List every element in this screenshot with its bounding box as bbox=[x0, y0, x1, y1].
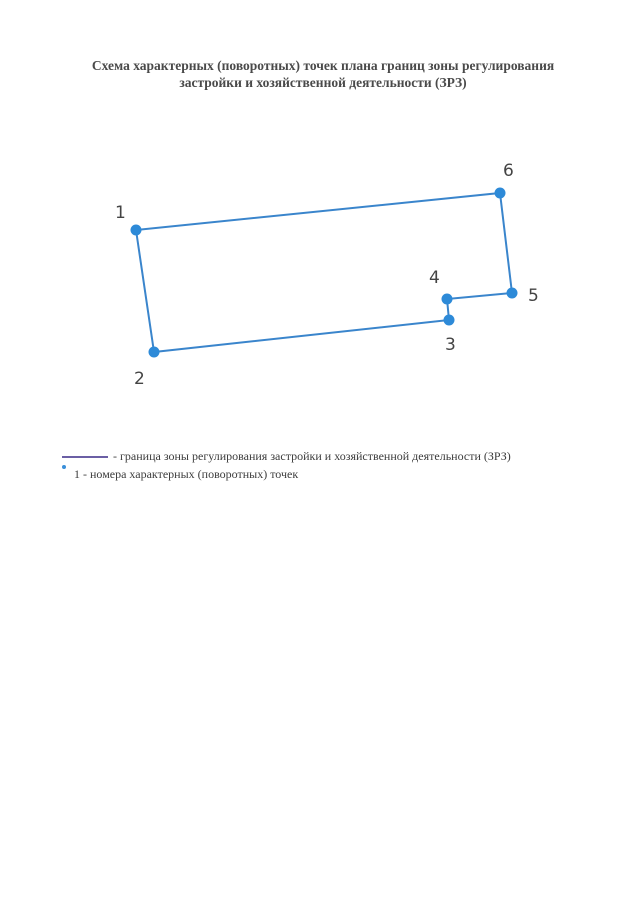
boundary-point-4 bbox=[442, 294, 453, 305]
legend-point-dot-icon bbox=[62, 465, 66, 469]
boundary-point-6 bbox=[495, 188, 506, 199]
zone-boundary-polygon bbox=[136, 193, 512, 352]
legend-point-text: 1 - номера характерных (поворотных) точек bbox=[74, 467, 299, 481]
boundary-point-5 bbox=[507, 288, 518, 299]
point-label-2: 2 bbox=[134, 369, 145, 389]
boundary-point-2 bbox=[149, 347, 160, 358]
boundary-point-3 bbox=[444, 315, 455, 326]
legend-boundary-text: - граница зоны регулирования застройки и хозяйственной деятельности (ЗРЗ) bbox=[113, 449, 511, 463]
legend-boundary-line-swatch bbox=[62, 456, 108, 458]
boundary-point-1 bbox=[131, 225, 142, 236]
point-label-4: 4 bbox=[429, 268, 440, 288]
point-label-6: 6 bbox=[503, 161, 514, 181]
point-label-1: 1 bbox=[115, 203, 126, 223]
title-line-2: застройки и хозяйственной деятельности (ЗРЗ) bbox=[179, 75, 467, 90]
point-label-5: 5 bbox=[528, 286, 539, 306]
point-label-3: 3 bbox=[445, 335, 456, 355]
zone-boundary-diagram bbox=[0, 0, 640, 430]
title-line-1: Схема характерных (поворотных) точек плана границ зоны регулирования bbox=[91, 58, 555, 73]
